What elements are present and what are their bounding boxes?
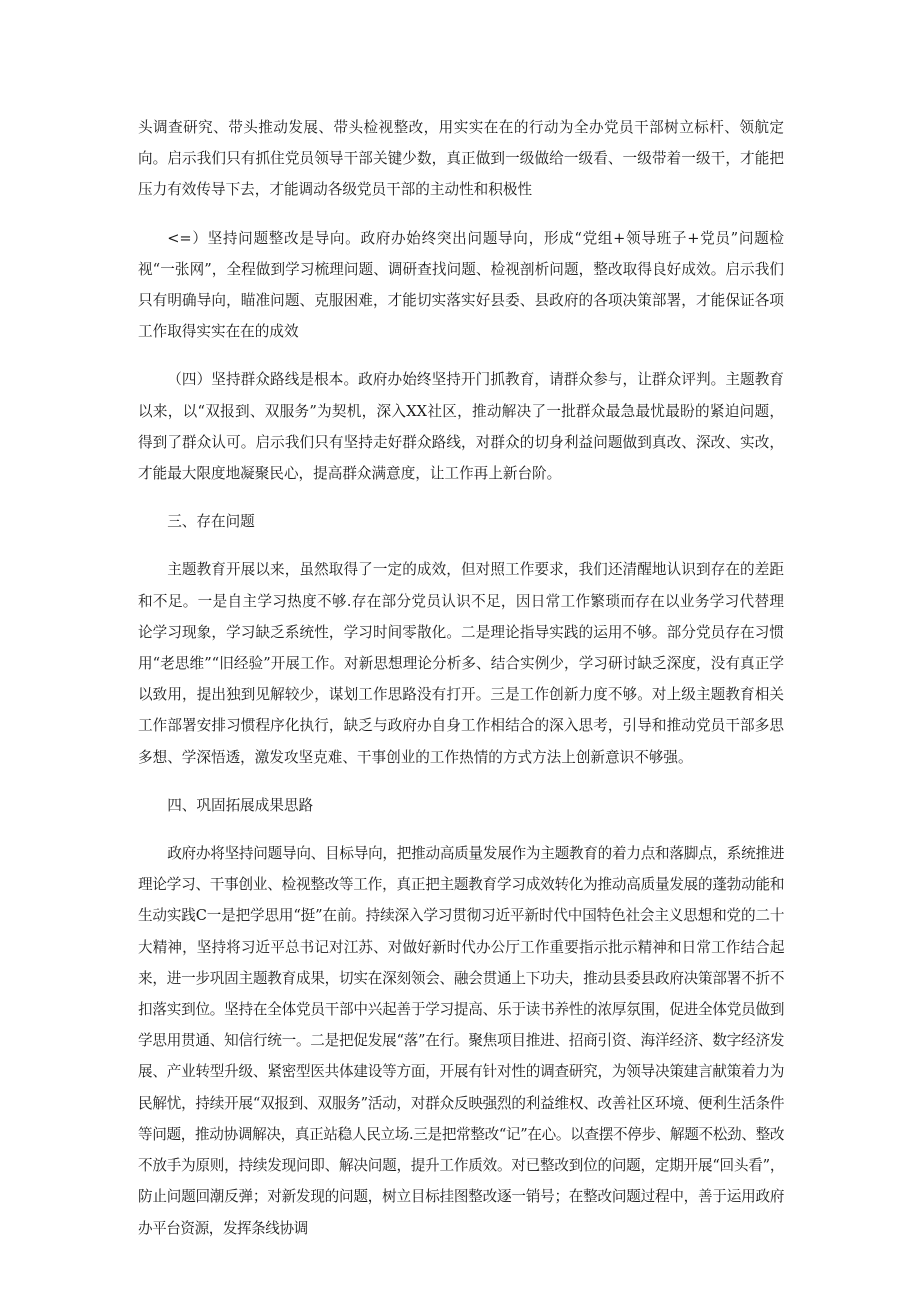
document-page <box>138 112 784 1261</box>
paragraph-mass-line: （四）坚持群众路线是根本。政府办始终坚持开门抓教育，请群众参与，让群众评判。主题教育以来，以“双报到、双服务”为契机，深入XX社区，推动解决了一批群众最急最忧最盼的紧迫问题，得到了群众认可。启示我们只有坚持走好群众路线，对群众的切身利益问题做到真改、深改、实改，才能最大限度地凝聚民心，提高群众满意度，让工作再上新台阶。 <box>138 371 784 483</box>
section-heading-existing-problems: 三、存在问题 <box>167 513 255 531</box>
section-heading-consolidation-ideas: 四、巩固拓展成果思路 <box>167 796 314 814</box>
paragraph-continuation: 头调查研究、带头推动发展、带头检视整改，用实实在在的行动为全办党员干部树立标杆、领航定向。启示我们只有抓住党员领导干部关键少数，真正做到一级做给一级看、一级带着一级干，才能把压力有效传导下去，才能调动各级党员干部的主动性和积极性 <box>138 119 784 199</box>
paragraph-consolidation-ideas: 政府办将坚持问题导向、目标导向，把推动高质量发展作为主题教育的着力点和落脚点，系统推进理论学习、干事创业、检视整改等工作，真正把主题教育学习成效转化为推动高质量发展的蓬勃动能和生动实践C一是把学思用“挺”在前。持续深入学习贯彻习近平新时代中国特色社会主义思想和党的二十大精神，坚持将习近平总书记对江苏、对做好新时代办公厅工作重要指示批示精神和日常工作结合起来，进一步巩固主题教育成果，切实在深刻领会、融会贯通上下功夫，推动县委县政府决策部署不折不扣落实到位。坚持在全体党员干部中兴起善于学习提高、乐于读书养性的浓厚氛围，促进全体党员做到学思用贯通、知信行统一。二是把促发展“落”在行。聚焦项目推进、招商引资、海洋经济、数字经济发展、产业转型升级、紧密型医共体建设等方面，开展有针对性的调查研究，为领导决策建言献策着力为民解忧，持续开展“双报到、双服务”活动，对群众反映强烈的利益维权、改善社区环境、便利生活条件等问题，推动协调解决，真正站稳人民立场.三是把常整改“记”在心。以查摆不停步、解题不松劲、整改不放手为原则，持续发现问即、解决问题，提升工作质效。对已整改到位的问题，定期开展“回头看”，防止问题回潮反弹；对新发现的问题，树立目标挂图整改逐一销号；在整改问题过程中，善于运用政府办平台资源，发挥条线协调 <box>138 845 784 1237</box>
paragraph-problem-rectification: <=）坚持问题整改是导向。政府办始终突出问题导向，形成“党组+领导班子+党员”问题检视“一张网”，全程做到学习梳理问题、调研查找问题、检视剖析问题，整改取得良好成效。启示我们只有明确导向，瞄准问题、克服困难，才能切实落实好县委、县政府的各项决策部署，才能保证各项工作取得实实在在的成效 <box>138 229 784 341</box>
paragraph-existing-problems: 主题教育开展以来，虽然取得了一定的成效，但对照工作要求，我们还清醒地认识到存在的差距和不足。一是自主学习热度不够.存在部分党员认识不足，因日常工作繁琐而存在以业务学习代替理论学习现象，学习缺乏系统性，学习时间零散化。二是理论指导实践的运用不够。部分党员存在习惯用“老思维”“旧经验”开展工作。对新思想理论分析多、结合实例少，学习研讨缺乏深度，没有真正学以致用，提出独到见解较少，谋划工作思路没有打开。三是工作创新力度不够。对上级主题教育相关工作部署安排习惯程序化执行，缺乏与政府办自身工作相结合的深入思考，引导和推动党员干部多思多想、学深悟透，激发攻坚克难、干事创业的工作热情的方式方法上创新意识不够强。 <box>138 561 784 766</box>
